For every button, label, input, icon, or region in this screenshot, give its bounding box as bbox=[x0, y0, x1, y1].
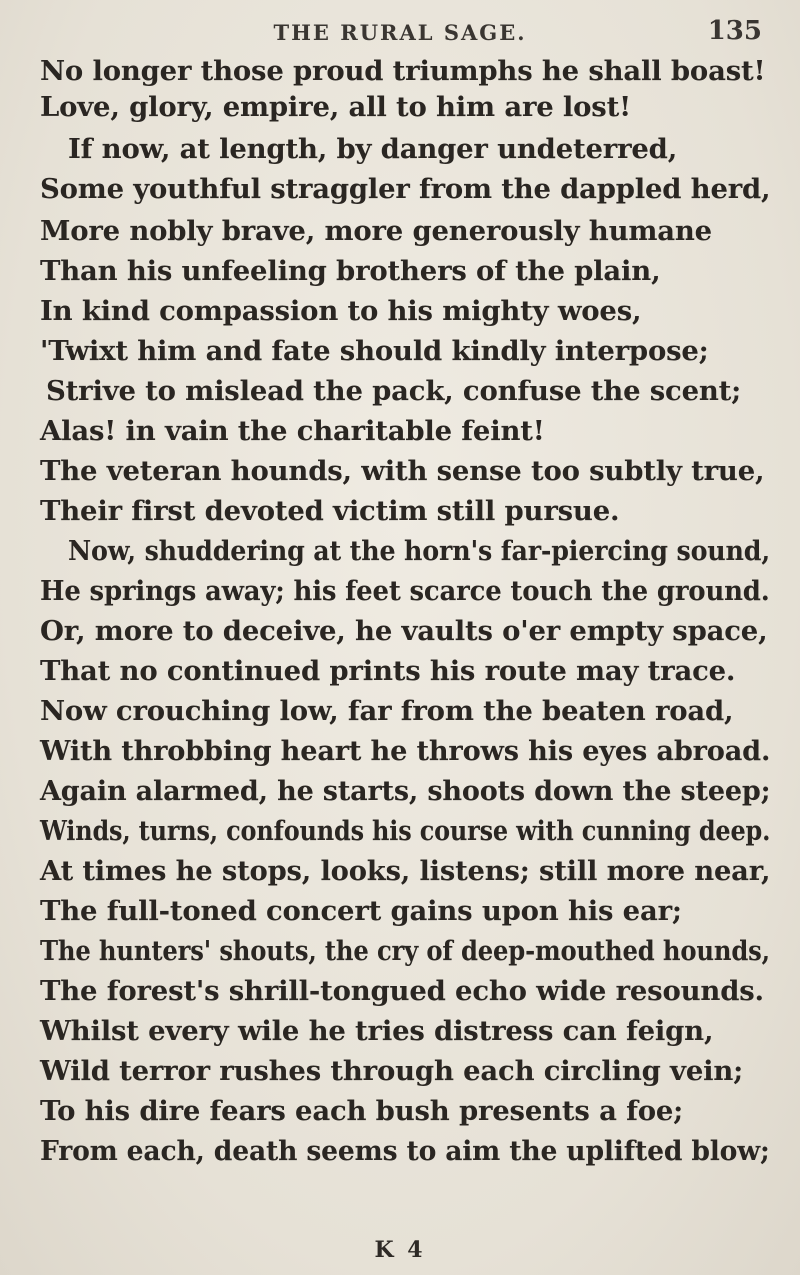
poem-line: Some youthful straggler from the dappled herd, bbox=[40, 173, 771, 205]
poem-line: Whilst every wile he tries distress can feign, bbox=[40, 1015, 714, 1047]
poem-line: Strive to mislead the pack, confuse the scent; bbox=[46, 375, 742, 407]
running-title: THE RURAL SAGE. bbox=[273, 20, 527, 45]
poem-line: If now, at length, by danger undeterred, bbox=[68, 133, 678, 165]
poem-line: More nobly brave, more generously humane bbox=[40, 215, 712, 247]
poem-line: He springs away; his feet scarce touch the ground. bbox=[40, 575, 770, 607]
poem-line: Alas! in vain the charitable feint! bbox=[40, 415, 545, 447]
poem-line: With throbbing heart he throws his eyes abroad. bbox=[40, 735, 771, 767]
poem-line: From each, death seems to aim the uplifted blow; bbox=[40, 1135, 770, 1167]
poem-line: Than his unfeeling brothers of the plain, bbox=[40, 255, 661, 287]
poem-line: The hunters' shouts, the cry of deep-mouthed hounds, bbox=[40, 935, 770, 967]
poem-line: The veteran hounds, with sense too subtly true, bbox=[40, 455, 765, 487]
poem-line: To his dire fears each bush presents a foe; bbox=[40, 1095, 684, 1127]
poem-line: Wild terror rushes through each circling vein; bbox=[40, 1055, 744, 1087]
poem-line: Winds, turns, confounds his course with cunning deep. bbox=[40, 815, 771, 847]
poem-line: That no continued prints his route may trace. bbox=[40, 655, 736, 687]
poem-line: Or, more to deceive, he vaults o'er empty space, bbox=[40, 615, 768, 647]
signature-mark: K 4 bbox=[374, 1237, 426, 1263]
poem-line: Now, shuddering at the horn's far-piercing sound, bbox=[68, 535, 771, 567]
poem-line: Their first devoted victim still pursue. bbox=[40, 495, 620, 527]
poem-line: No longer those proud triumphs he shall boast! bbox=[40, 55, 766, 87]
poem-line: Again alarmed, he starts, shoots down the steep; bbox=[40, 775, 771, 807]
running-head bbox=[0, 14, 800, 54]
poem-line: The forest's shrill-tongued echo wide resounds. bbox=[40, 975, 764, 1007]
poem-line: Love, glory, empire, all to him are lost! bbox=[40, 91, 631, 123]
poem-line: 'Twixt him and fate should kindly interpose; bbox=[40, 335, 709, 367]
poem-line: At times he stops, looks, listens; still more near, bbox=[40, 855, 771, 887]
page-number: 135 bbox=[707, 16, 762, 46]
poem-line: The full-toned concert gains upon his ear; bbox=[40, 895, 682, 927]
poem-line: Now crouching low, far from the beaten road, bbox=[40, 695, 734, 727]
poem-line: In kind compassion to his mighty woes, bbox=[40, 295, 642, 327]
